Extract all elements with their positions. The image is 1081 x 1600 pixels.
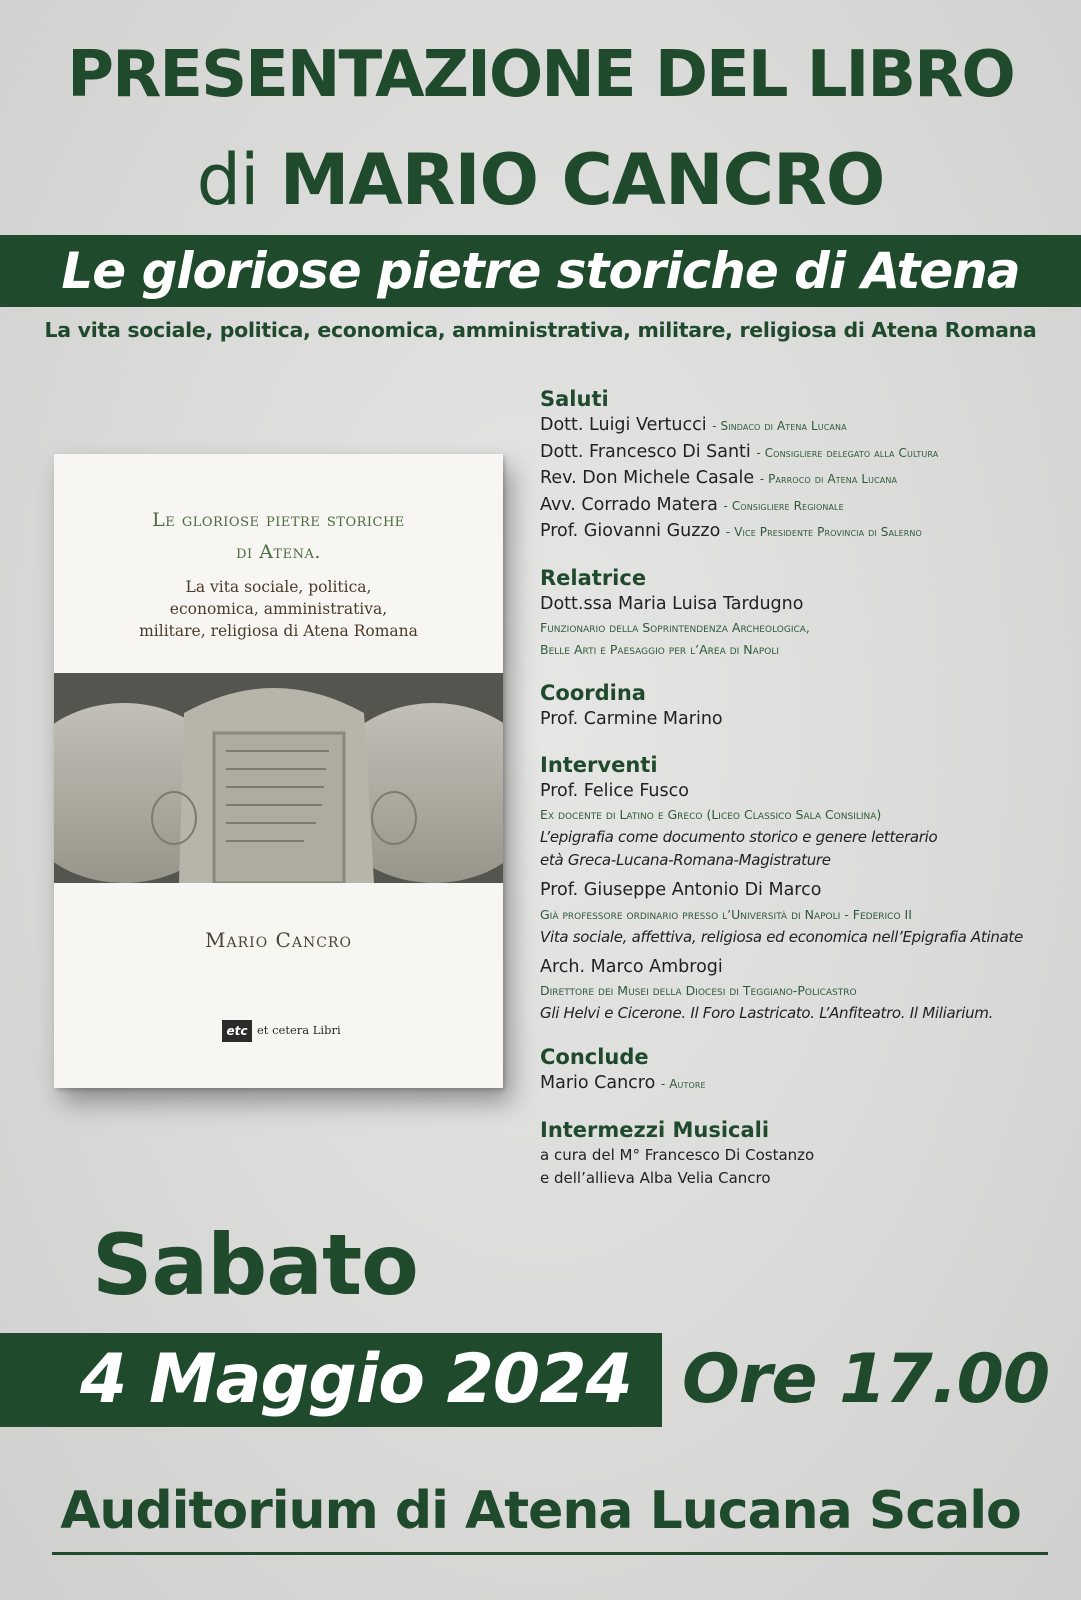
- conclude-item: Mario Cancro - Autore: [540, 1073, 706, 1093]
- saluti-item: Dott. Francesco Di Santi - Consigliere delegato alla Cultura: [540, 441, 939, 462]
- speaker-name: Arch. Marco Ambrogi: [540, 956, 723, 977]
- book-cover: [54, 454, 503, 1088]
- musica-heading: Intermezzi Musicali: [540, 1117, 770, 1142]
- saluti-item: Avv. Corrado Matera - Consigliere Regionale: [540, 494, 844, 515]
- event-date: 4 Maggio 2024: [80, 1340, 632, 1419]
- speaker-role: Direttore dei Musei della Diocesi di Teggiano-Policastro: [540, 983, 857, 998]
- event-time: Ore 17.00: [682, 1340, 1050, 1419]
- poster-title: PRESENTAZIONE DEL LIBRO: [67, 38, 1014, 112]
- speaker-name: Prof. Felice Fusco: [540, 780, 689, 801]
- stone-illustration: [54, 673, 503, 883]
- speaker-topic: Gli Helvi e Cicerone. Il Foro Lastricato. L’Anfiteatro. Il Miliarium.: [540, 1004, 994, 1022]
- cover-subtitle: [54, 576, 503, 642]
- cover-title-line1: Le gloriose pietre storiche: [152, 509, 405, 531]
- saluti-item: Dott. Luigi Vertucci - Sindaco di Atena Lucana: [540, 415, 847, 435]
- publisher-name: et cetera Libri: [257, 1023, 341, 1037]
- relatrice-heading: Relatrice: [540, 565, 647, 590]
- event-venue: Auditorium di Atena Lucana Scalo: [60, 1481, 1021, 1541]
- coordina-name: Prof. Carmine Marino: [540, 709, 723, 729]
- interventi-heading: Interventi: [540, 752, 658, 777]
- cover-title: [54, 504, 503, 568]
- cover-author: Mario Cancro: [205, 928, 352, 952]
- cover-subtitle-line2: economica, amministrativa,: [169, 600, 388, 618]
- musica-line2: e dell’allieva Alba Velia Cancro: [540, 1168, 771, 1187]
- stone-photo: [54, 673, 503, 883]
- cover-title-line2: di Atena.: [236, 541, 321, 563]
- author-line: [0, 135, 1081, 225]
- speaker-role: Già professore ordinario presso l’Università di Napoli - Federico II: [540, 906, 912, 922]
- saluti-item: Rev. Don Michele Casale - Parroco di Atena Lucana: [540, 468, 898, 488]
- publisher-logo: etc: [222, 1020, 252, 1042]
- relatrice-role-line2: Belle Arti e Paesaggio per l’Area di Napoli: [540, 642, 779, 657]
- author-name: MARIO CANCRO: [279, 139, 885, 221]
- speaker-topic: L’epigrafia come documento storico e genere letterario: [540, 828, 938, 846]
- book-title-band: Le gloriose pietre storiche di Atena: [0, 235, 1081, 307]
- program: [540, 385, 1070, 1190]
- book-subtitle: La vita sociale, politica, economica, amministrativa, militare, religiosa di Atena Romana: [44, 318, 1037, 342]
- coordina-heading: Coordina: [540, 681, 646, 705]
- speaker-name: Prof. Giuseppe Antonio Di Marco: [540, 880, 822, 900]
- musica-line1: a cura del M° Francesco Di Costanzo: [540, 1145, 815, 1164]
- cover-subtitle-line3: militare, religiosa di Atena Romana: [139, 622, 418, 640]
- event-day: Sabato: [92, 1216, 418, 1314]
- conclude-heading: Conclude: [540, 1045, 649, 1069]
- speaker-role: Ex docente di Latino e Greco (Liceo Classico Sala Consilina): [540, 807, 882, 822]
- saluti-item: Prof. Giovanni Guzzo - Vice Presidente Provincia di Salerno: [540, 521, 922, 541]
- saluti-heading: Saluti: [540, 387, 609, 411]
- speaker-topic: età Greca-Lucana-Romana-Magistrature: [540, 851, 831, 869]
- relatrice-name: Dott.ssa Maria Luisa Tardugno: [540, 593, 804, 614]
- author-prefix: di: [196, 139, 259, 221]
- relatrice-role-line1: Funzionario della Soprintendenza Archeologica,: [540, 620, 810, 635]
- speaker-topic: Vita sociale, affettiva, religiosa ed economica nell’Epigrafia Atinate: [540, 927, 1023, 946]
- venue-divider: [52, 1552, 1048, 1555]
- cover-subtitle-line1: La vita sociale, politica,: [185, 578, 372, 596]
